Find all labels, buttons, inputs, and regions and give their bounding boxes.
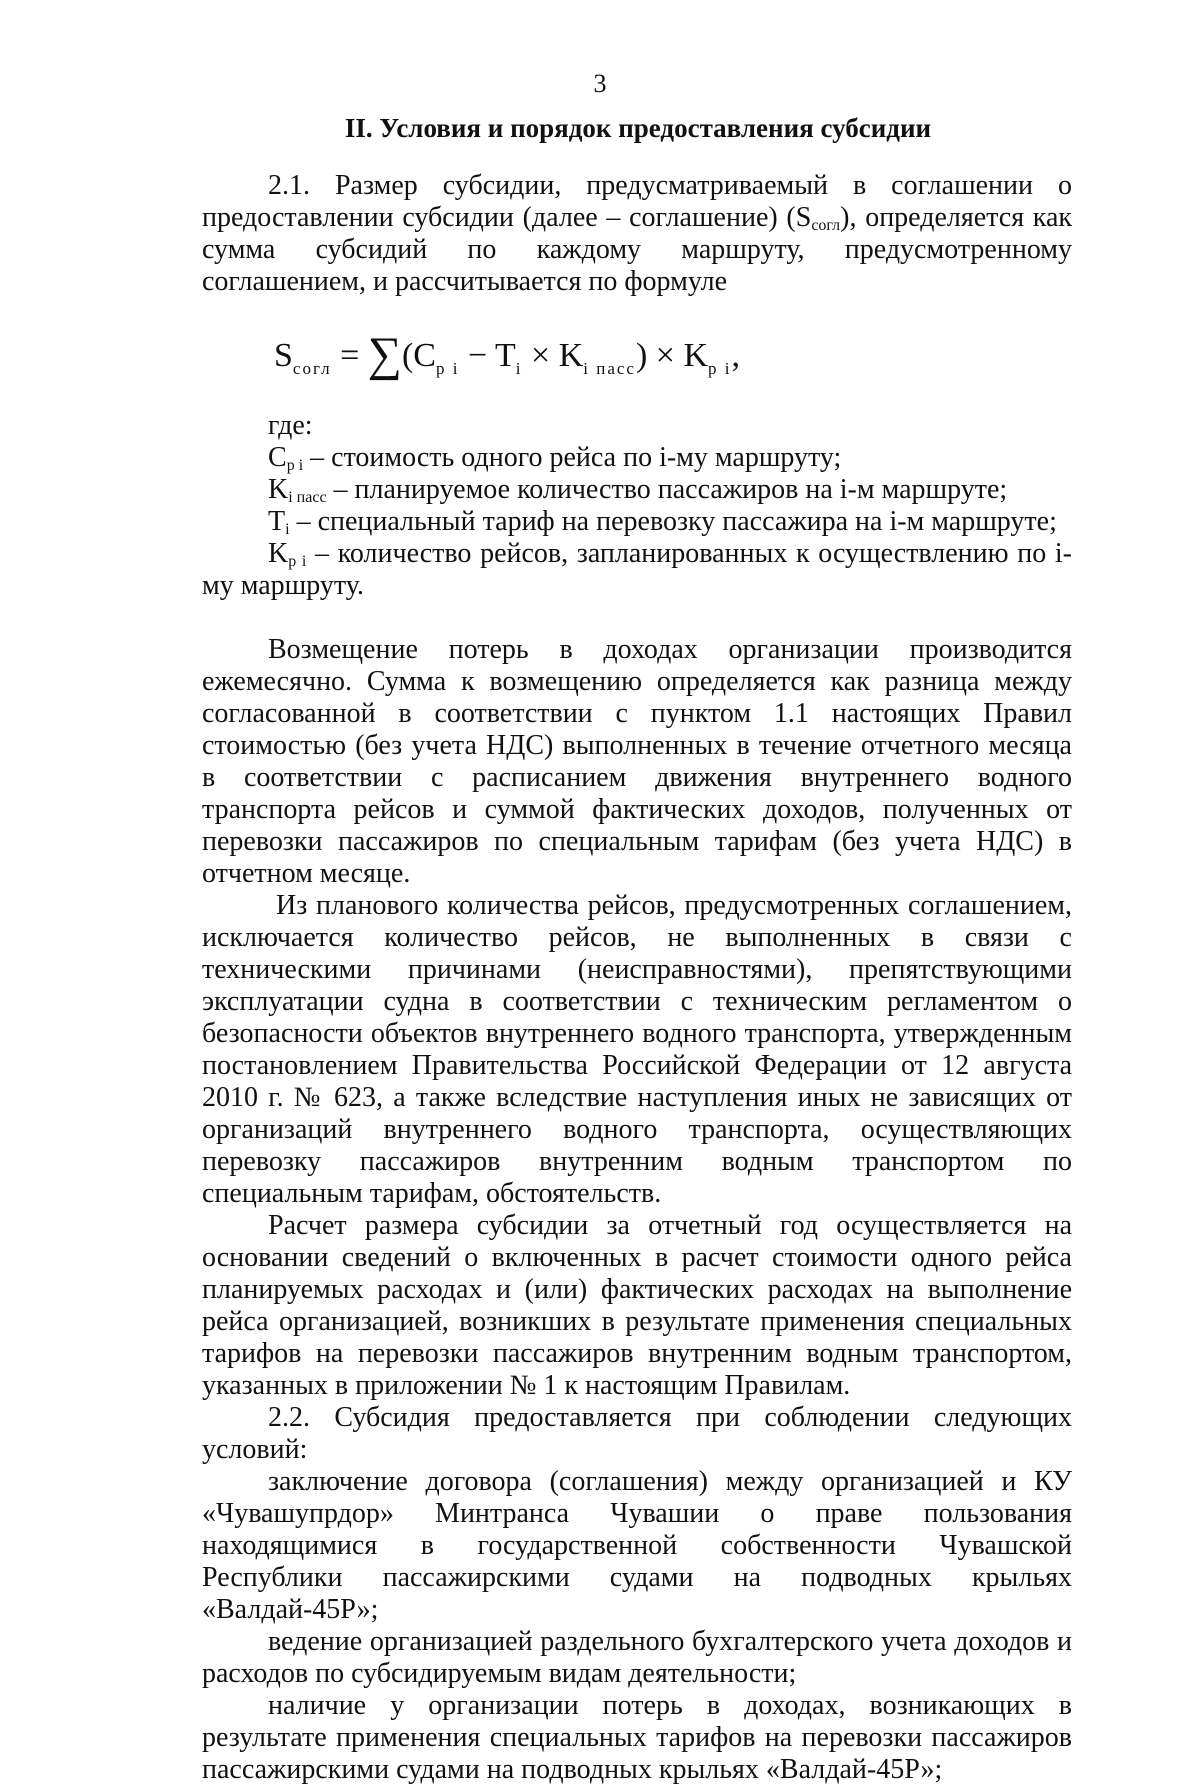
definition-c-text: – стоимость одного рейса по i-му маршруту; [303, 442, 842, 473]
formula-equals: = [340, 337, 360, 374]
paragraph-2-1 [202, 170, 1072, 298]
definition-c-subscript: p i [286, 457, 304, 474]
formula-k: × K [531, 337, 584, 374]
definition-k-pass [202, 474, 1072, 506]
definition-k-trips-subscript: p i [288, 553, 307, 570]
definition-t-subscript: i [285, 521, 290, 538]
formula-kp-subscript: p i [708, 359, 732, 378]
paragraph-annual-calculation: Расчет размера субсидии за отчетный год осуществляется на основании сведений о включенных в расчет стоимости одного рейса планируемых расходах и (или) фактических расходах на выполнение рейса организацией, возникших в результате применения специальных тарифов на перевозки пассажиров внутренним водным транспортом, указанных в приложении № 1 к настоящим Правилам. [202, 1210, 1072, 1401]
paragraph-compensation: Возмещение потерь в доходах организации производится ежемесячно. Сумма к возмещению определяется как разница между согласованной в соответствии с пунктом 1.1 настоящих Правил стоимостью (без учета НДС) выполненных в течение отчетного месяца в соответствии с расписанием движения внутреннего водного транспорта рейсов и суммой фактических доходов, полученных от перевозки пассажиров по специальным тарифам (без учета НДС) в отчетном месяце. [202, 634, 1072, 889]
page-number: 3 [593, 69, 607, 98]
formula-c: (C [401, 337, 436, 374]
section-title: II. Условия и порядок предоставления субсидии [344, 113, 932, 143]
definition-c [202, 442, 1072, 474]
formula-kp: ) × K [635, 337, 709, 374]
definition-k-trips [202, 538, 1072, 602]
condition-agreement: заключение договора (соглашения) между организацией и КУ «Чувашупрдор» Минтранса Чувашии о праве пользования находящимися в государственной собственности Чувашской Республики пассажирскими судами на подводных крыльях «Валдай-45Р»; [202, 1466, 1072, 1625]
formula-c-subscript: p i [435, 359, 460, 378]
formula-s: S [274, 337, 293, 374]
definition-t-text: – специальный тариф на перевозку пассажира на i-м маршруте; [289, 506, 1057, 537]
where-label: где: [268, 410, 313, 441]
formula-t: − T [467, 337, 516, 374]
definition-t [202, 506, 1072, 538]
formula-t-subscript: i [515, 359, 523, 378]
paragraph-2-1-part-b: ), определяется как сумма субсидий по каждому маршруту, предусмотренному соглашением, и рассчитывается по формуле [202, 202, 1072, 297]
definition-k-trips-symbol: K [268, 538, 289, 569]
document-body [202, 170, 1072, 1786]
formula-s-subscript: согл [292, 359, 332, 378]
sum-symbol: ∑ [367, 328, 402, 381]
condition-losses: наличие у организации потерь в доходах, возникающих в результате применения специальных тарифов на перевозки пассажиров пассажирскими судами на подводных крыльях «Валдай-45Р»; [202, 1690, 1072, 1785]
definition-t-symbol: T [268, 506, 286, 537]
formula-end: , [731, 337, 741, 374]
definition-k-pass-subscript: i пасс [288, 489, 327, 506]
paragraph-2-2: 2.2. Субсидия предоставляется при соблюдении следующих условий: [202, 1402, 1072, 1465]
definition-k-pass-text: – планируемое количество пассажиров на i-м маршруте; [326, 474, 1008, 505]
paragraph-trip-exclusion: Из планового количества рейсов, предусмотренных соглашением, исключается количество рейсов, не выполненных в связи с техническими причинами (неисправностями), препятствующими эксплуатации судна в соответствии с техническим регламентом о безопасности объектов внутреннего водного транспорта, утвержденным постановлением Правительства Российской Федерации от 12 августа 2010 г. № 623, а также вследствие наступления иных не зависящих от организаций внутреннего водного транспорта, осуществляющих перевозку пассажиров внутренним водным транспортом по специальным тарифам, обстоятельств. [202, 890, 1072, 1209]
paragraph-2-1-part-a: 2.1. Размер субсидии, предусматриваемый в соглашении о предоставлении субсидии (далее – соглашение) (S [202, 170, 1072, 233]
condition-accounting: ведение организацией раздельного бухгалтерского учета доходов и расходов по субсидируемым видам деятельности; [202, 1626, 1072, 1689]
definition-c-symbol: C [268, 442, 287, 473]
s-subscript: согл [811, 217, 841, 234]
definition-k-pass-symbol: K [268, 474, 289, 505]
paragraph-gap [202, 602, 1072, 634]
subsidy-formula [274, 324, 1072, 386]
formula-k-subscript: i пасс [583, 359, 636, 378]
definition-k-trips-text: – количество рейсов, запланированных к осуществлению по i-му маршруту. [202, 538, 1072, 601]
